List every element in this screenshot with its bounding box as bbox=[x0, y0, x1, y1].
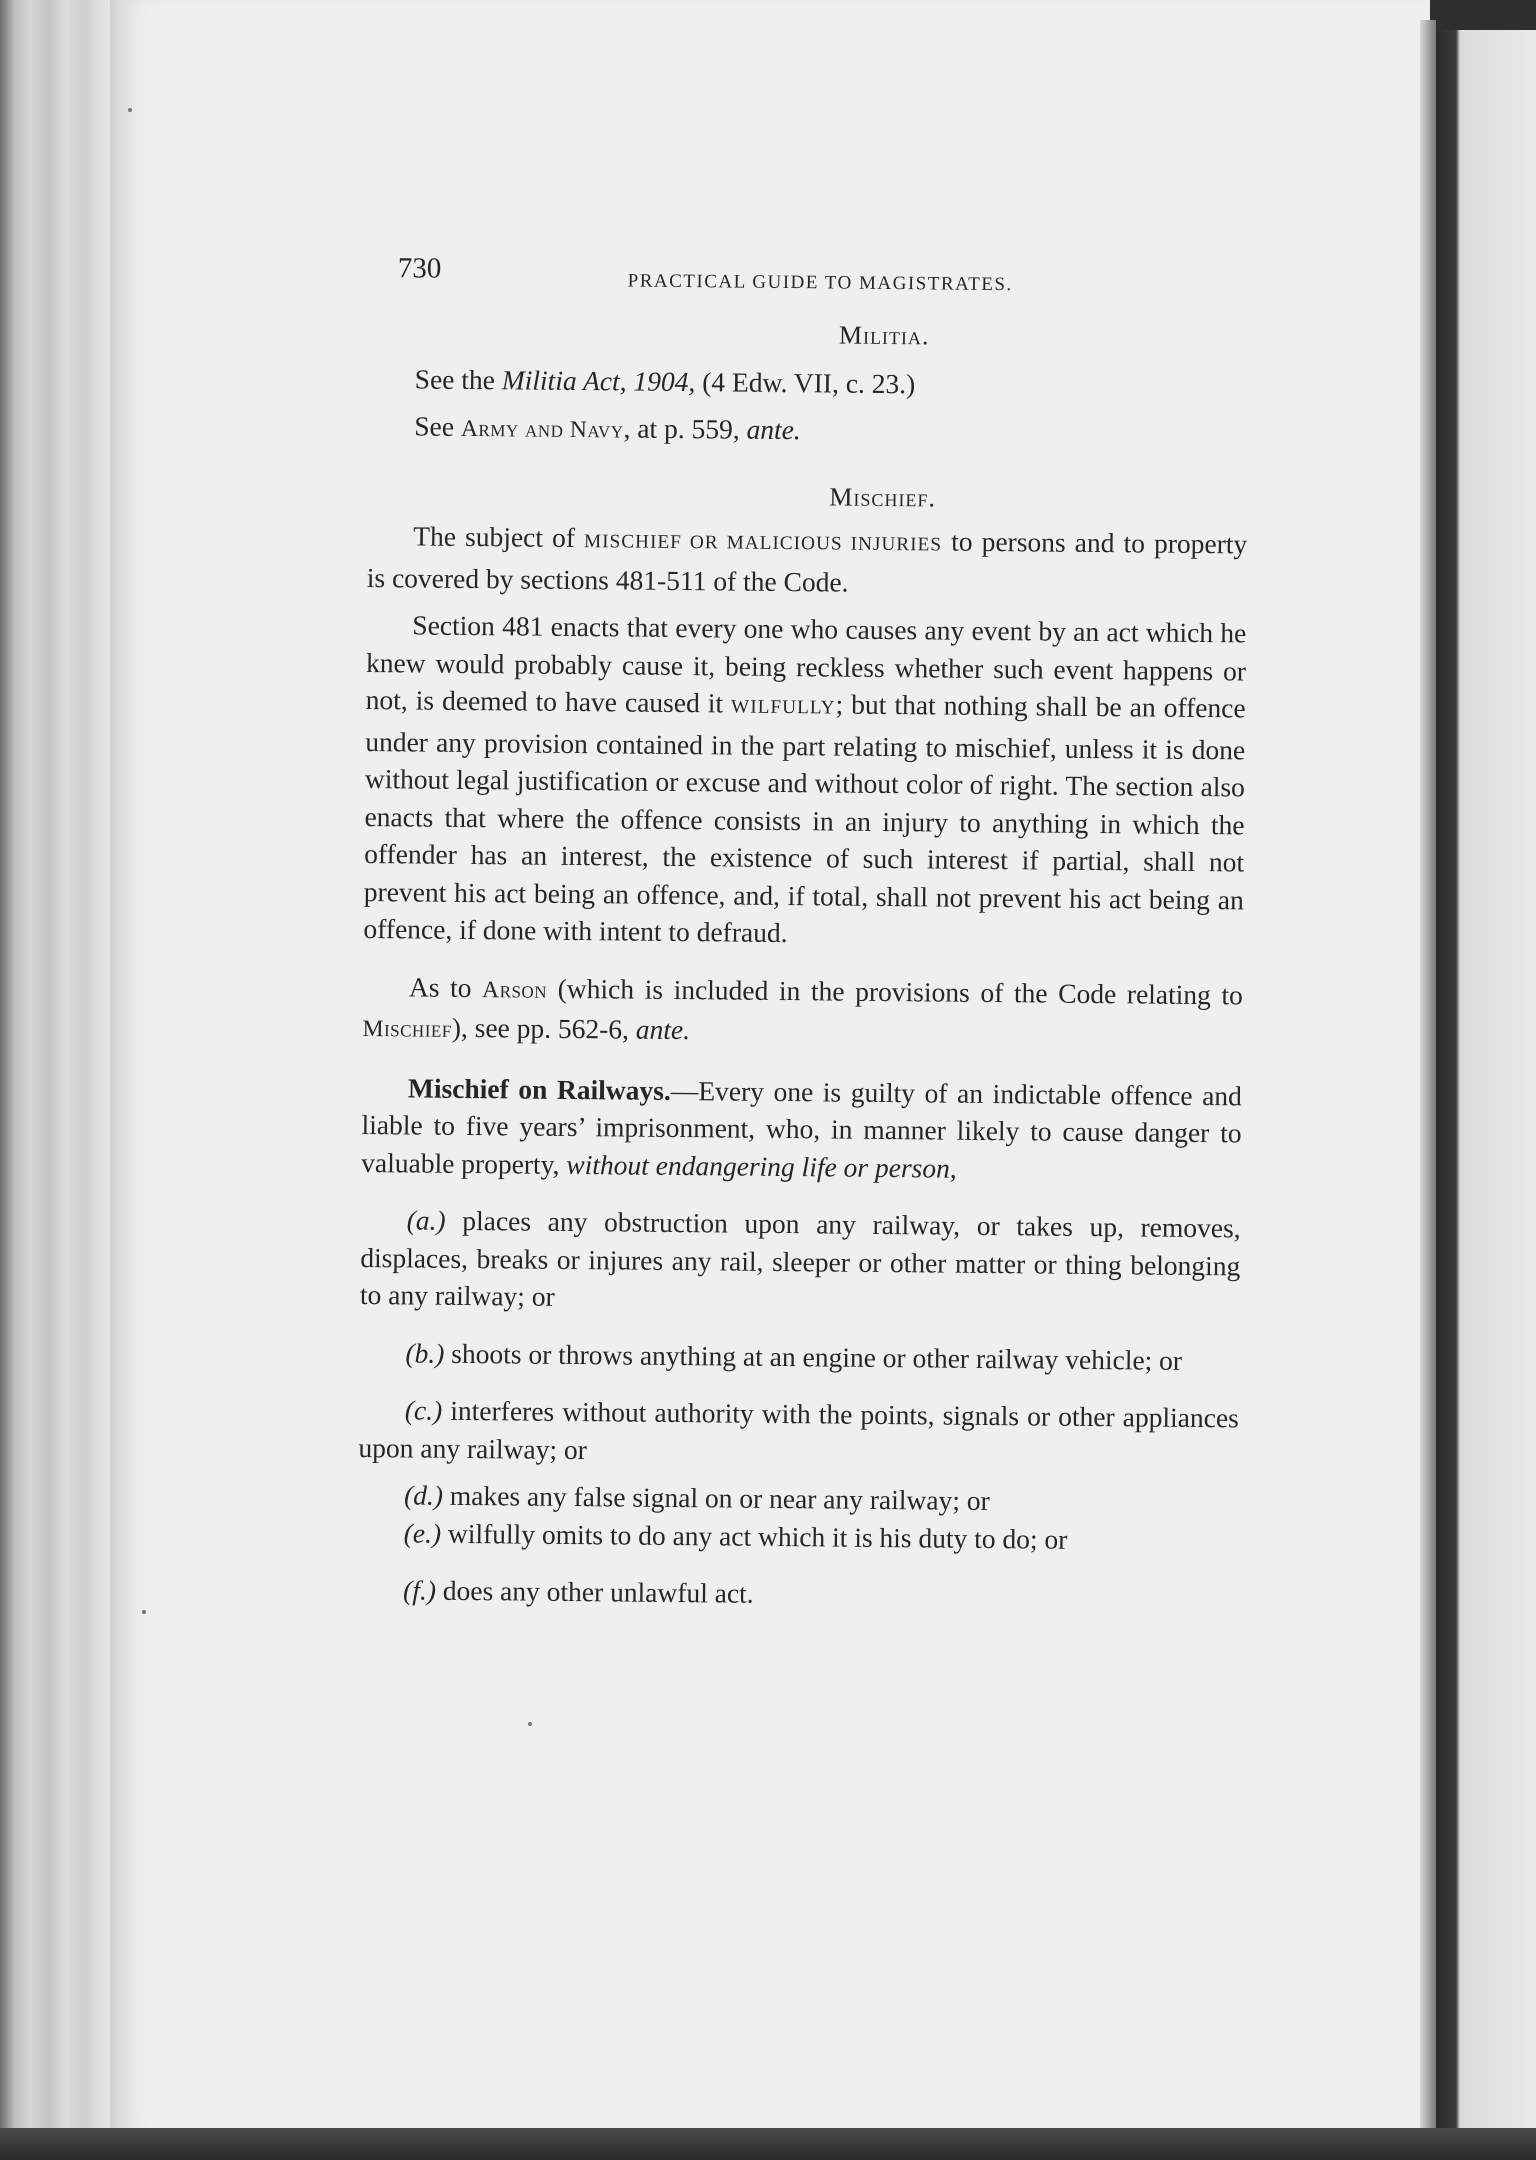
scan-speck bbox=[528, 1722, 532, 1726]
list-item: (e.) wilfully omits to do any act which it is his duty to do; or bbox=[403, 1516, 1068, 1555]
running-head-title: PRACTICAL GUIDE TO MAGISTRATES. bbox=[627, 270, 1013, 296]
page-stack-edge bbox=[0, 0, 120, 2160]
list-item: (a.) places any obstruction upon any railway, or takes up, removes, displaces, breaks or injures any rail, sleeper or other matter or thing belonging to any railway; or bbox=[359, 1204, 1241, 1312]
list-item: (f.) does any other unlawful act. bbox=[402, 1574, 754, 1609]
section-heading-militia: Militia. bbox=[838, 320, 930, 351]
militia-act-reference: See the Militia Act, 1904, (4 Edw. VII, c. 23.) bbox=[414, 362, 916, 399]
scan-bottom-shadow bbox=[0, 2128, 1536, 2160]
list-item: (c.) interferes without authority with the points, signals or other appliances upon any railway; or bbox=[358, 1394, 1239, 1465]
paragraph-arson: As to Arson (which is included in the provisions of the Code relating to Mischief), see pp. 562-6, ante. bbox=[362, 970, 1244, 1046]
page-gutter-edge bbox=[1420, 20, 1436, 2130]
paragraph-mischief-subject: The subject of MISCHIEF OR MALICIOUS INJURIES to persons and to property is covered by sections 481-511 of the Code. bbox=[366, 520, 1248, 598]
paragraph-mischief-on-railways: Mischief on Railways.—Every one is guilty of an indictable offence and liable to five years’ imprisonment, who, in manner likely to cause danger to valuable property, without endangering life or person, bbox=[361, 1071, 1243, 1184]
railways-heading: Mischief on Railways. bbox=[407, 1071, 671, 1106]
adjacent-page-edge bbox=[1436, 30, 1536, 2130]
page-number: 730 bbox=[397, 252, 442, 285]
scan-speck bbox=[142, 1610, 146, 1614]
section-heading-mischief: Mischief. bbox=[829, 481, 937, 512]
running-head bbox=[370, 250, 1250, 302]
paragraph-section-481: Section 481 enacts that every one who causes any event by an act which he knew would probably cause it, being reckless whether such event happens or not, is deemed to have caused it WILFULLY; but that nothing shall be an offence under any provision contained in the part relating to mischief, unless it is done without legal justification or excuse and without color of right. The section also enacts that where the offence consists in an injury to anything in which the offender has an interest, the existence of such interest if partial, shall not prevent his act being an offence, and, if total, shall not prevent his act being an offence, if done with intent to defraud. bbox=[363, 609, 1247, 949]
list-item: (b.) shoots or throws anything at an engine or other railway vehicle; or bbox=[405, 1336, 1183, 1376]
list-item: (d.) makes any false signal on or near any railway; or bbox=[403, 1479, 990, 1517]
scan-speck bbox=[128, 108, 132, 112]
page-text bbox=[357, 250, 1250, 1617]
army-navy-reference: See Army and Navy, at p. 559, ante. bbox=[414, 410, 801, 446]
